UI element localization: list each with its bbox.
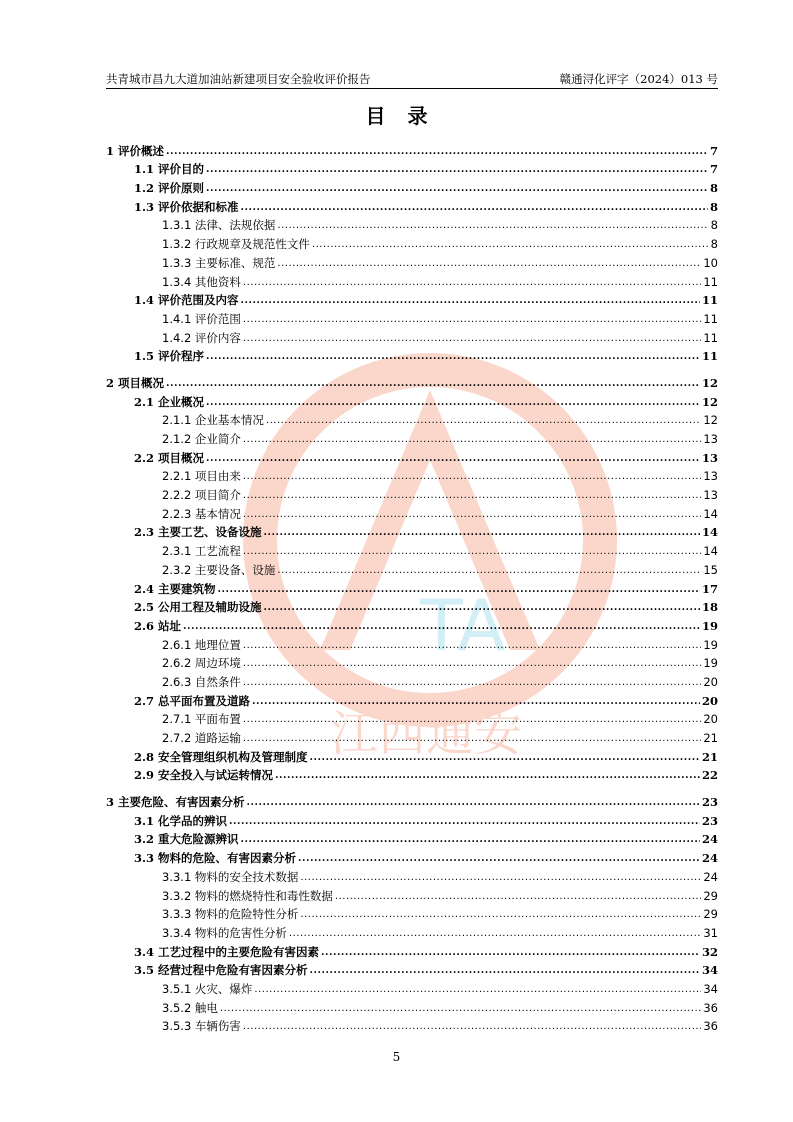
- toc-entry-label: 2.3.1 工艺流程: [162, 544, 241, 559]
- toc-dot-leader: [241, 834, 700, 846]
- toc-entry-label: 3.5.3 车辆伤害: [162, 1019, 241, 1034]
- watermark-letters: TA: [420, 585, 506, 667]
- toc-entry-page-number: 11: [703, 330, 718, 345]
- toc-dot-leader: [243, 509, 701, 521]
- toc-entry-page-number: 8: [709, 181, 718, 196]
- toc-dot-leader: [183, 621, 700, 633]
- toc-entry-page-number: 12: [701, 375, 718, 390]
- toc-entry-label: 2.2.3 基本情况: [162, 506, 241, 521]
- toc-entry-page-number: 14: [703, 506, 718, 521]
- toc-dot-leader: [298, 853, 700, 865]
- toc-entry-label: 3.5.1 火灾、爆炸: [162, 981, 253, 996]
- toc-entry-label: 1.4.1 评价范围: [162, 311, 241, 326]
- toc-entry-page-number: 36: [703, 1019, 718, 1034]
- toc-entry-page-number: 19: [703, 656, 718, 671]
- toc-dot-leader: [243, 277, 701, 289]
- toc-entry-page-number: 12: [701, 394, 718, 409]
- toc-entry-page-number: 11: [701, 349, 718, 364]
- toc-entry-label: 2.7.1 平面布置: [162, 712, 241, 727]
- toc-entry-label: 1.1 评价目的: [134, 162, 205, 177]
- toc-dot-leader: [277, 220, 708, 232]
- toc-dot-leader: [243, 714, 701, 726]
- toc-entry-page-number: 20: [703, 674, 718, 689]
- toc-entry-level-3[interactable]: [106, 270, 718, 289]
- toc-dot-leader: [243, 434, 701, 446]
- toc-entry-label: 3.3.3 物料的危险特性分析: [162, 907, 299, 922]
- toc-dot-leader: [321, 947, 700, 959]
- toc-dot-leader: [264, 602, 700, 614]
- toc-dot-leader: [206, 351, 700, 363]
- toc-entry-level-2[interactable]: [106, 764, 718, 783]
- toc-entry-label: 2.2.2 项目简介: [162, 488, 241, 503]
- toc-entry-level-3[interactable]: [106, 307, 718, 326]
- toc-entry-level-3[interactable]: [106, 326, 718, 345]
- toc-dot-leader: [243, 658, 701, 670]
- toc-entry-page-number: 11: [703, 311, 718, 326]
- toc-entry-page-number: 24: [701, 832, 718, 847]
- toc-entry-page-number: 14: [701, 525, 718, 540]
- toc-entry-page-number: 32: [701, 944, 718, 959]
- toc-entry-level-2[interactable]: [106, 390, 718, 409]
- toc-entry-level-3[interactable]: [106, 865, 718, 884]
- toc-entry-label: 1 评价概述: [106, 143, 165, 158]
- toc-entry-level-1[interactable]: [106, 371, 718, 390]
- toc-entry-page-number: 29: [703, 888, 718, 903]
- toc-dot-leader: [218, 584, 700, 596]
- toc-dot-leader: [300, 872, 701, 884]
- toc-entry-level-3[interactable]: [106, 726, 718, 745]
- toc-entry-page-number: 21: [703, 731, 718, 745]
- toc-entry-label: 2.9 安全投入与试运转情况: [134, 768, 274, 783]
- toc-entry-level-1[interactable]: [106, 139, 718, 158]
- toc-entry-page-number: 34: [701, 963, 718, 978]
- toc-entry-label: 3.3.4 物料的危害性分析: [162, 925, 287, 940]
- toc-entry-level-3[interactable]: [106, 652, 718, 671]
- toc-dot-leader: [243, 733, 701, 745]
- toc-entry-level-3[interactable]: [106, 977, 718, 996]
- toc-entry-level-3[interactable]: [106, 409, 718, 428]
- toc-entry-level-3[interactable]: [106, 558, 718, 577]
- toc-entry-page-number: 12: [703, 413, 718, 428]
- toc-entry-level-2[interactable]: [106, 745, 718, 764]
- toc-dot-leader: [310, 965, 700, 977]
- toc-entry-label: 1.3.2 行政规章及规范性文件: [162, 237, 310, 252]
- toc-entry-label: 1.3.1 法律、法规依据: [162, 218, 276, 233]
- toc-entry-label: 1.3.4 其他资料: [162, 274, 241, 289]
- toc-entry-page-number: 13: [703, 488, 718, 503]
- page-title: 目录: [365, 104, 450, 128]
- toc-dot-leader: [243, 471, 701, 483]
- toc-entry-page-number: 20: [701, 693, 718, 708]
- toc-entry-level-3[interactable]: [106, 903, 718, 922]
- toc-dot-leader: [310, 752, 700, 764]
- toc-entry-label: 3 主要危险、有害因素分析: [106, 795, 245, 810]
- toc-entry-page-number: 20: [703, 712, 718, 727]
- toc-entry-label: 1.4.2 评价内容: [162, 330, 241, 345]
- toc-entry-page-number: 13: [701, 450, 718, 465]
- toc-dot-leader: [243, 1021, 701, 1033]
- table-of-contents: [106, 139, 718, 1033]
- toc-entry-label: 2.5 公用工程及辅助设施: [134, 600, 262, 615]
- toc-entry-level-2[interactable]: [106, 345, 718, 364]
- toc-entry-label: 2.7 总平面布置及道路: [134, 693, 251, 708]
- toc-entry-page-number: 11: [701, 293, 718, 308]
- toc-entry-label: 3.5 经营过程中危险有害因素分析: [134, 963, 308, 978]
- toc-entry-label: 2.6.1 地理位置: [162, 637, 241, 652]
- toc-dot-leader: [243, 640, 701, 652]
- toc-entry-level-2[interactable]: [106, 828, 718, 847]
- toc-dot-leader: [220, 1003, 701, 1015]
- page-header: [106, 70, 718, 89]
- toc-entry-level-2[interactable]: [106, 809, 718, 828]
- toc-entry-page-number: 29: [703, 907, 718, 922]
- toc-entry-page-number: 21: [701, 749, 718, 764]
- toc-dot-leader: [243, 314, 701, 326]
- toc-entry-label: 3.3 物料的危险、有害因素分析: [134, 851, 297, 866]
- toc-entry-label: 3.5.2 触电: [162, 1000, 218, 1015]
- toc-dot-leader: [241, 202, 708, 214]
- toc-entry-page-number: 7: [709, 162, 718, 177]
- toc-entry-label: 2.2.1 项目由来: [162, 469, 241, 484]
- toc-entry-level-3[interactable]: [106, 633, 718, 652]
- toc-entry-page-number: 36: [703, 1000, 718, 1015]
- toc-entry-level-2[interactable]: [106, 940, 718, 959]
- toc-dot-leader: [206, 397, 700, 409]
- toc-entry-label: 3.4 工艺过程中的主要危险有害因素: [134, 944, 320, 959]
- toc-entry-page-number: 8: [710, 218, 718, 233]
- toc-entry-page-number: 17: [701, 581, 718, 596]
- toc-entry-level-2[interactable]: [106, 446, 718, 465]
- toc-entry-level-3[interactable]: [106, 1015, 718, 1034]
- toc-entry-page-number: 24: [703, 869, 718, 884]
- toc-dot-leader: [243, 333, 701, 345]
- toc-entry-label: 1.2 评价原则: [134, 181, 205, 196]
- toc-entry-page-number: 23: [701, 795, 718, 810]
- toc-entry-level-3[interactable]: [106, 483, 718, 502]
- toc-entry-label: 1.4 评价范围及内容: [134, 293, 239, 308]
- toc-dot-leader: [247, 797, 700, 809]
- toc-entry-page-number: 10: [703, 255, 718, 270]
- toc-entry-page-number: 19: [703, 637, 718, 652]
- toc-entry-label: 3.3.1 物料的安全技术数据: [162, 869, 299, 884]
- toc-dot-leader: [289, 928, 701, 940]
- page-number: 5: [392, 1050, 401, 1064]
- toc-entry-level-1[interactable]: [106, 790, 718, 809]
- toc-entry-label: 1.5 评价程序: [134, 349, 205, 364]
- toc-entry-page-number: 24: [701, 851, 718, 866]
- toc-entry-level-3[interactable]: [106, 232, 718, 251]
- toc-entry-level-3[interactable]: [106, 539, 718, 558]
- toc-entry-page-number: 14: [703, 544, 718, 559]
- toc-entry-label: 2.6.2 周边环境: [162, 656, 241, 671]
- toc-entry-level-2[interactable]: [106, 195, 718, 214]
- toc-dot-leader: [243, 546, 701, 558]
- watermark-company-name: 江西通安: [330, 706, 523, 760]
- toc-entry-label: 2.2 项目概况: [134, 450, 205, 465]
- toc-entry-level-2[interactable]: [106, 614, 718, 633]
- toc-entry-label: 3.3.2 物料的燃烧特性和毒性数据: [162, 888, 333, 903]
- toc-entry-level-3[interactable]: [106, 708, 718, 727]
- toc-dot-leader: [166, 146, 708, 158]
- toc-dot-leader: [254, 984, 701, 996]
- toc-dot-leader: [277, 258, 701, 270]
- toc-dot-leader: [277, 565, 701, 577]
- toc-entry-level-3[interactable]: [106, 427, 718, 446]
- toc-entry-label: 2.7.2 道路运输: [162, 731, 241, 745]
- header-report-title: 共青城市昌九大道加油站新建项目安全验收评价报告: [106, 72, 371, 86]
- toc-entry-level-3[interactable]: [106, 921, 718, 940]
- toc-entry-level-3[interactable]: [106, 996, 718, 1015]
- toc-dot-leader: [206, 164, 708, 176]
- toc-entry-level-3[interactable]: [106, 670, 718, 689]
- toc-entry-page-number: 34: [703, 981, 718, 996]
- toc-entry-label: 1.3.3 主要标准、规范: [162, 255, 276, 270]
- header-report-number: 赣通浔化评字（2024）013 号: [559, 72, 718, 86]
- toc-entry-page-number: 8: [710, 237, 718, 252]
- toc-dot-leader: [266, 415, 701, 427]
- toc-entry-page-number: 11: [703, 274, 718, 289]
- toc-entry-level-2[interactable]: [106, 521, 718, 540]
- toc-entry-level-2[interactable]: [106, 577, 718, 596]
- toc-entry-level-3[interactable]: [106, 465, 718, 484]
- toc-dot-leader: [275, 770, 700, 782]
- toc-entry-label: 2.1.2 企业简介: [162, 432, 241, 446]
- toc-entry-page-number: 18: [701, 600, 718, 615]
- toc-entry-level-2[interactable]: [106, 289, 718, 308]
- toc-dot-leader: [312, 239, 709, 251]
- toc-dot-leader: [241, 295, 700, 307]
- toc-entry-label: 2.3 主要工艺、设备设施: [134, 525, 262, 540]
- toc-dot-leader: [166, 378, 700, 390]
- toc-entry-level-2[interactable]: [106, 596, 718, 615]
- toc-entry-label: 2.3.2 主要设备、设施: [162, 562, 276, 577]
- toc-entry-label: 2.1 企业概况: [134, 394, 205, 409]
- toc-entry-label: 2 项目概况: [106, 375, 165, 390]
- toc-section-gap: [106, 782, 718, 790]
- toc-entry-page-number: 19: [701, 618, 718, 633]
- toc-entry-level-3[interactable]: [106, 502, 718, 521]
- toc-section-gap: [106, 363, 718, 371]
- toc-entry-level-2[interactable]: [106, 158, 718, 177]
- toc-entry-page-number: 23: [701, 813, 718, 828]
- toc-entry-level-2[interactable]: [106, 689, 718, 708]
- toc-entry-level-3[interactable]: [106, 251, 718, 270]
- toc-entry-page-number: 13: [703, 432, 718, 446]
- toc-dot-leader: [243, 677, 701, 689]
- toc-entry-label: 2.1.1 企业基本情况: [162, 413, 264, 428]
- toc-entry-page-number: 31: [703, 925, 718, 940]
- toc-entry-page-number: 7: [709, 143, 718, 158]
- toc-entry-page-number: 13: [703, 469, 718, 484]
- toc-dot-leader: [206, 183, 708, 195]
- toc-entry-label: 2.4 主要建筑物: [134, 581, 216, 596]
- toc-dot-leader: [264, 527, 700, 539]
- toc-entry-page-number: 22: [701, 768, 718, 783]
- toc-entry-level-2[interactable]: [106, 176, 718, 195]
- toc-entry-level-2[interactable]: [106, 846, 718, 865]
- toc-entry-label: 3.1 化学品的辨识: [134, 813, 228, 828]
- toc-entry-page-number: 8: [709, 199, 718, 214]
- toc-entry-label: 1.3 评价依据和标准: [134, 199, 239, 214]
- toc-entry-page-number: 15: [703, 562, 718, 577]
- toc-entry-label: 2.6 站址: [134, 618, 182, 633]
- toc-entry-level-3[interactable]: [106, 214, 718, 233]
- toc-dot-leader: [243, 490, 701, 502]
- toc-dot-leader: [300, 909, 701, 921]
- toc-entry-label: 2.6.3 自然条件: [162, 674, 241, 689]
- toc-entry-level-2[interactable]: [106, 959, 718, 978]
- toc-dot-leader: [229, 816, 700, 828]
- toc-dot-leader: [252, 696, 700, 708]
- toc-entry-label: 3.2 重大危险源辨识: [134, 832, 239, 847]
- toc-dot-leader: [335, 891, 701, 903]
- toc-dot-leader: [206, 453, 700, 465]
- toc-entry-label: 2.8 安全管理组织机构及管理制度: [134, 749, 308, 764]
- toc-entry-level-3[interactable]: [106, 884, 718, 903]
